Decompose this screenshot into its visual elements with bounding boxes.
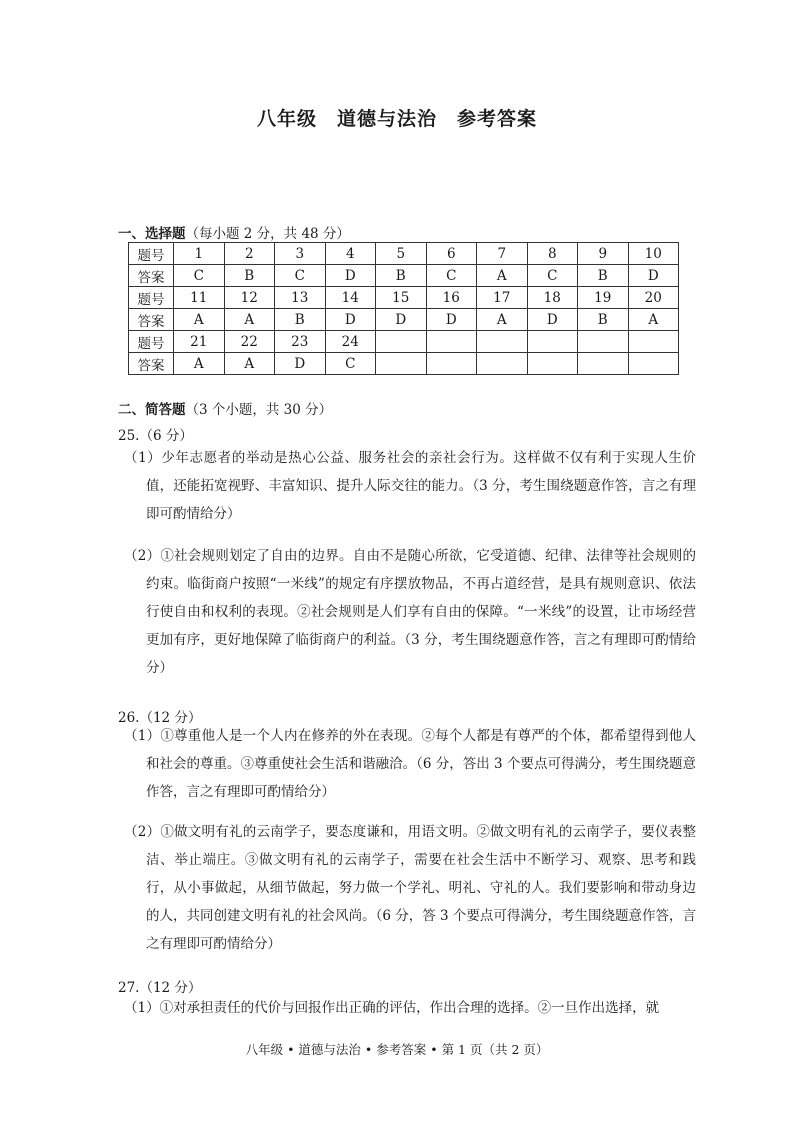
answer-table-cell: 12: [224, 287, 275, 309]
answer-table-cell: D: [527, 309, 578, 331]
answer-table-cell: B: [224, 265, 275, 287]
answer-table-cell: [628, 331, 679, 353]
section-choice-note: （每小题 2 分，共 48 分）: [185, 226, 350, 242]
answer-table-cell: 17: [477, 287, 528, 309]
answer-table-row-label: 答案: [129, 265, 174, 287]
answer-table-cell: 20: [628, 287, 679, 309]
answer-table-cell: B: [376, 265, 427, 287]
answer-table-cell: [527, 331, 578, 353]
answer-table-cell: A: [628, 309, 679, 331]
answer-table-row: [129, 331, 679, 353]
answer-table-cell: 4: [325, 243, 376, 265]
question-25-part-1: （1）少年志愿者的举动是热心公益、服务社会的亲社会行为。这样做不仅有利于实现人生价值，还能拓宽视野、丰富知识、提升人际交往的能力。（3 分，考生围绕题意作答，言之有理即可酌情给分）: [124, 450, 696, 522]
answer-table-cell: B: [578, 265, 629, 287]
section-short-answer-title: 二、简答题: [118, 402, 186, 418]
answer-table-row: [129, 243, 679, 265]
section-short-answer-heading: [118, 398, 332, 418]
answer-table-cell: 18: [527, 287, 578, 309]
answer-table-cell: A: [477, 309, 528, 331]
page-footer: 八年级 • 道德与法治 • 参考答案 • 第 1 页（共 2 页）: [245, 1042, 549, 1057]
answer-table-cell: [426, 331, 477, 353]
answer-table-cell: D: [325, 309, 376, 331]
answer-table-cell: A: [477, 265, 528, 287]
answer-table-cell: 19: [578, 287, 629, 309]
answer-table-cell: B: [578, 309, 629, 331]
answer-table-cell: 24: [325, 331, 376, 353]
answer-table-cell: C: [174, 265, 225, 287]
answer-table-cell: B: [275, 309, 326, 331]
page-title: 八年级 道德与法治 参考答案: [256, 108, 537, 130]
answer-table-row-label: 答案: [129, 353, 174, 375]
answer-table-cell: 22: [224, 331, 275, 353]
answer-table-cell: D: [325, 265, 376, 287]
answer-table-cell: [578, 353, 629, 375]
answer-table-cell: 1: [174, 243, 225, 265]
answer-table-cell: 15: [376, 287, 427, 309]
answer-table-row-label: 题号: [129, 243, 174, 265]
answer-table-cell: A: [174, 309, 225, 331]
question-25-part-2: （2）①社会规则划定了自由的边界。自由不是随心所欲，它受道德、纪律、法律等社会规则的约束。临街商户按照“一米线”的规定有序摆放物品，不再占道经营，是具有规则意识、依法行使自由和权利的表现。②社会规则是人们享有自由的保障。“一米线”的设置，让市场经营更加有序，更好地保障了临街商户的利益。（3 分，考生围绕题意作答，言之有理即可酌情给分）: [124, 548, 696, 676]
answer-table-cell: 5: [376, 243, 427, 265]
answer-table-cell: [477, 353, 528, 375]
answer-table-cell: A: [224, 353, 275, 375]
answer-table-row: [129, 353, 679, 375]
answer-table-cell: 21: [174, 331, 225, 353]
answer-table-cell: 11: [174, 287, 225, 309]
answer-table-row-label: 题号: [129, 331, 174, 353]
answer-table-cell: [628, 353, 679, 375]
answer-table-cell: [426, 353, 477, 375]
answer-table-row-label: 答案: [129, 309, 174, 331]
answer-table-cell: [477, 331, 528, 353]
answer-table-cell: C: [325, 353, 376, 375]
answer-table-cell: A: [224, 309, 275, 331]
answer-table-cell: [527, 353, 578, 375]
section-choice-heading: [118, 222, 350, 242]
answer-table-cell: [376, 353, 427, 375]
question-25-number: 25.（6 分）: [118, 428, 193, 444]
answer-table-cell: C: [275, 265, 326, 287]
answer-table-row-label: 题号: [129, 287, 174, 309]
answer-table-cell: 10: [628, 243, 679, 265]
answer-table-cell: 13: [275, 287, 326, 309]
answer-table-cell: 6: [426, 243, 477, 265]
question-26-number: 26.（12 分）: [118, 710, 202, 726]
section-choice-title: 一、选择题: [118, 226, 186, 242]
answer-table-cell: A: [174, 353, 225, 375]
answer-table-cell: D: [628, 265, 679, 287]
answer-table-cell: C: [527, 265, 578, 287]
answer-table-cell: D: [376, 309, 427, 331]
answer-table: [128, 242, 679, 375]
section-short-answer-note: （3 个小题，共 30 分）: [185, 402, 333, 418]
question-26-part-2: （2）①做文明有礼的云南学子，要态度谦和，用语文明。②做文明有礼的云南学子，要仪表整洁、举止端庄。③做文明有礼的云南学子，需要在社会生活中不断学习、观察、思考和践行，从小事做起，从细节做起，努力做一个学礼、明礼、守礼的人。我们要影响和带动身边的人，共同创建文明有礼的社会风尚。（6 分，答 3 个要点可得满分，考生围绕题意作答，言之有理即可酌情给分）: [124, 824, 696, 952]
answer-table-cell: 23: [275, 331, 326, 353]
answer-table-row: [129, 265, 679, 287]
answer-table-cell: [376, 331, 427, 353]
answer-table-cell: D: [426, 309, 477, 331]
answer-table-cell: 2: [224, 243, 275, 265]
question-27-number: 27.（12 分）: [118, 980, 202, 996]
answer-table-cell: 3: [275, 243, 326, 265]
answer-table-cell: 7: [477, 243, 528, 265]
answer-table-cell: 9: [578, 243, 629, 265]
answer-table-cell: 16: [426, 287, 477, 309]
answer-table-row: [129, 287, 679, 309]
answer-table-cell: D: [275, 353, 326, 375]
answer-table-cell: 14: [325, 287, 376, 309]
answer-table-cell: 8: [527, 243, 578, 265]
answer-table-cell: [578, 331, 629, 353]
answer-table-cell: C: [426, 265, 477, 287]
answer-table-row: [129, 309, 679, 331]
question-27-part-1: （1）①对承担责任的代价与回报作出正确的评估，作出合理的选择。②一旦作出选择，就: [124, 1000, 660, 1016]
question-26-part-1: （1）①尊重他人是一个人内在修养的外在表现。②每个人都是有尊严的个体，都希望得到他人和社会的尊重。③尊重使社会生活和谐融洽。（6 分，答出 3 个要点可得满分，考生围绕题意作答，言之有理即可酌情给分）: [124, 728, 696, 800]
